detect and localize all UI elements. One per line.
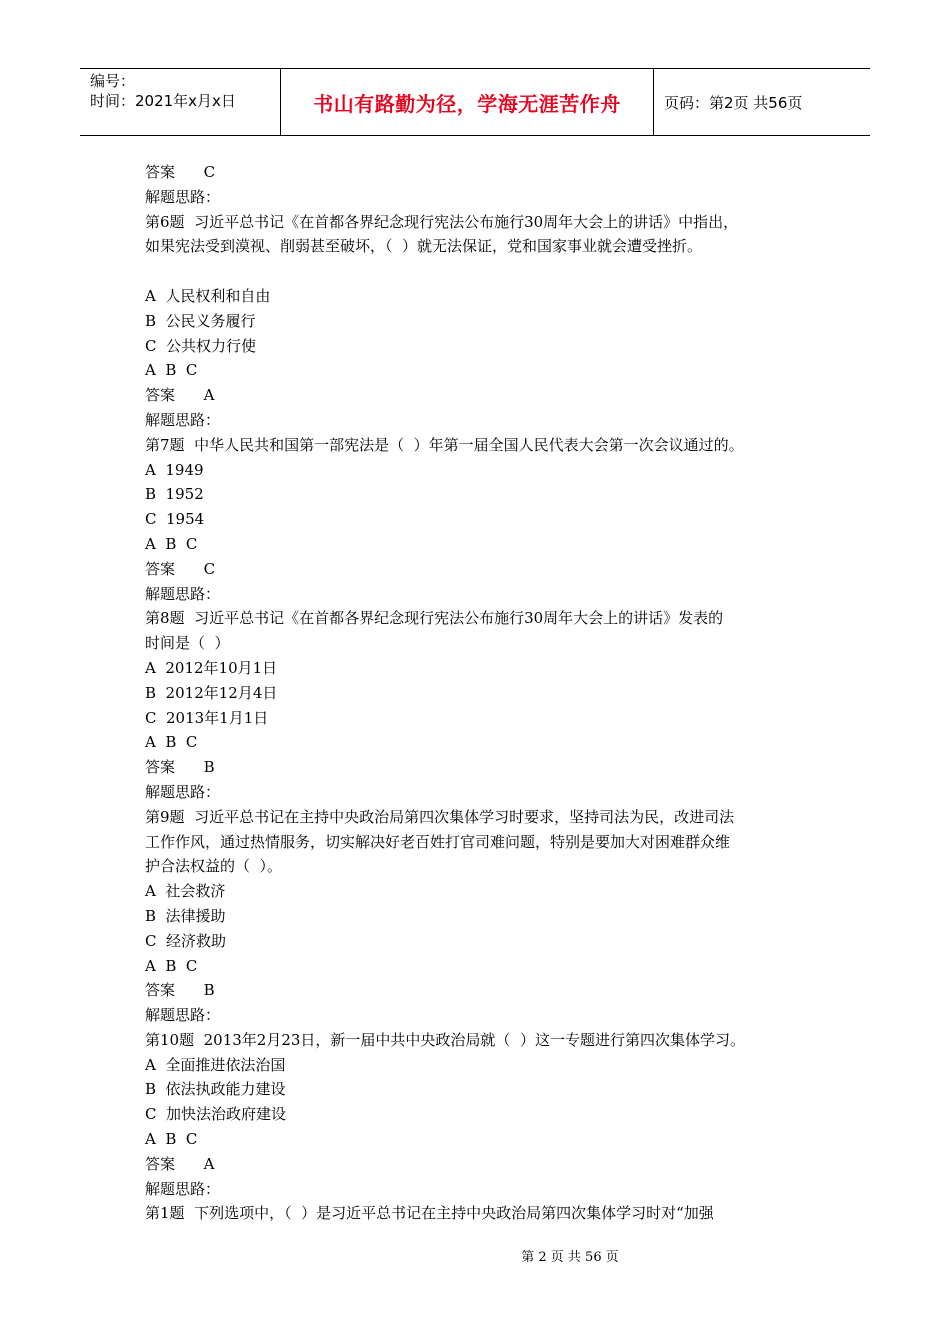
text-line: C 公共权力行使: [145, 336, 257, 355]
header-meta: [80, 69, 281, 135]
header-motto: 书山有路勤为径，学海无涯苦作舟: [281, 69, 654, 135]
text-line: 第9题 习近平总书记在主持中央政治局第四次集体学习时要求，坚持司法为民，改进司法: [145, 807, 735, 826]
text-line: A 全面推进依法治国: [145, 1055, 286, 1074]
text-line: 第6题 习近平总书记《在首都各界纪念现行宪法公布施行30周年大会上的讲话》中指出，: [145, 212, 739, 231]
text-line: 答案 A: [145, 1154, 215, 1173]
text-line: A B C: [145, 534, 198, 553]
text-line: A B C: [145, 733, 198, 752]
text-line: A 社会救济: [145, 882, 226, 901]
text-line: A 人民权利和自由: [145, 286, 271, 305]
number-label: 编号：: [90, 72, 136, 90]
text-line: A B C: [145, 1130, 198, 1149]
text-line: 工作作风，通过热情服务，切实解决好老百姓打官司难问题，特别是要加大对困难群众维: [145, 832, 731, 851]
text-line: 时间是（ ）: [145, 634, 230, 653]
text-line: 解题思路：: [145, 1006, 221, 1025]
text-line: 第7题 中华人民共和国第一部宪法是（ ）年第一届全国人民代表大会第一次会议通过的。: [145, 435, 744, 454]
text-line: B 依法执政能力建设: [145, 1080, 286, 1099]
text-line: 答案 C: [145, 559, 216, 578]
text-line: [145, 259, 815, 284]
time-label: 时间：2021年x月x日: [90, 92, 236, 110]
text-line: A B C: [145, 956, 198, 975]
text-line: B 2012年12月4日: [145, 683, 278, 702]
text-line: 解题思路：: [145, 187, 221, 206]
text-line: A 1949: [145, 460, 204, 479]
text-line: C 2013年1月1日: [145, 708, 269, 727]
text-line: 第8题 习近平总书记《在首都各界纪念现行宪法公布施行30周年大会上的讲话》发表的: [145, 609, 724, 628]
text-line: 第10题 2013年2月23日，新一届中共中央政治局就（ ）这一专题进行第四次集体学习。: [145, 1030, 745, 1049]
text-line: 解题思路：: [145, 1179, 221, 1198]
page-footer: 第 2 页 共 56 页: [521, 1250, 619, 1265]
document-body: [145, 160, 815, 1226]
text-line: A 2012年10月1日: [145, 658, 278, 677]
text-line: B 公民义务履行: [145, 311, 256, 330]
text-line: 如果宪法受到漠视、削弱甚至破坏，（ ）就无法保证，党和国家事业就会遭受挫折。: [145, 237, 703, 256]
text-line: 护合法权益的（ ）。: [145, 857, 283, 876]
text-line: C 加快法治政府建设: [145, 1105, 287, 1124]
text-line: 第1题 下列选项中，（ ）是习近平总书记在主持中央政治局第四次集体学习时对“加强: [145, 1204, 714, 1223]
text-line: 解题思路：: [145, 410, 221, 429]
text-line: B 法律援助: [145, 906, 226, 925]
text-line: 答案 A: [145, 386, 215, 405]
text-line: C 经济救助: [145, 931, 227, 950]
text-line: 解题思路：: [145, 782, 221, 801]
text-line: 答案 B: [145, 758, 215, 777]
text-line: A B C: [145, 361, 198, 380]
text-line: 解题思路：: [145, 584, 221, 603]
page-header: [80, 68, 870, 136]
text-line: B 1952: [145, 485, 204, 504]
text-line: 答案 C: [145, 163, 216, 181]
text-line: 答案 B: [145, 981, 215, 1000]
text-line: C 1954: [145, 510, 205, 529]
header-page-info: 页码：第2页 共56页: [664, 93, 803, 112]
